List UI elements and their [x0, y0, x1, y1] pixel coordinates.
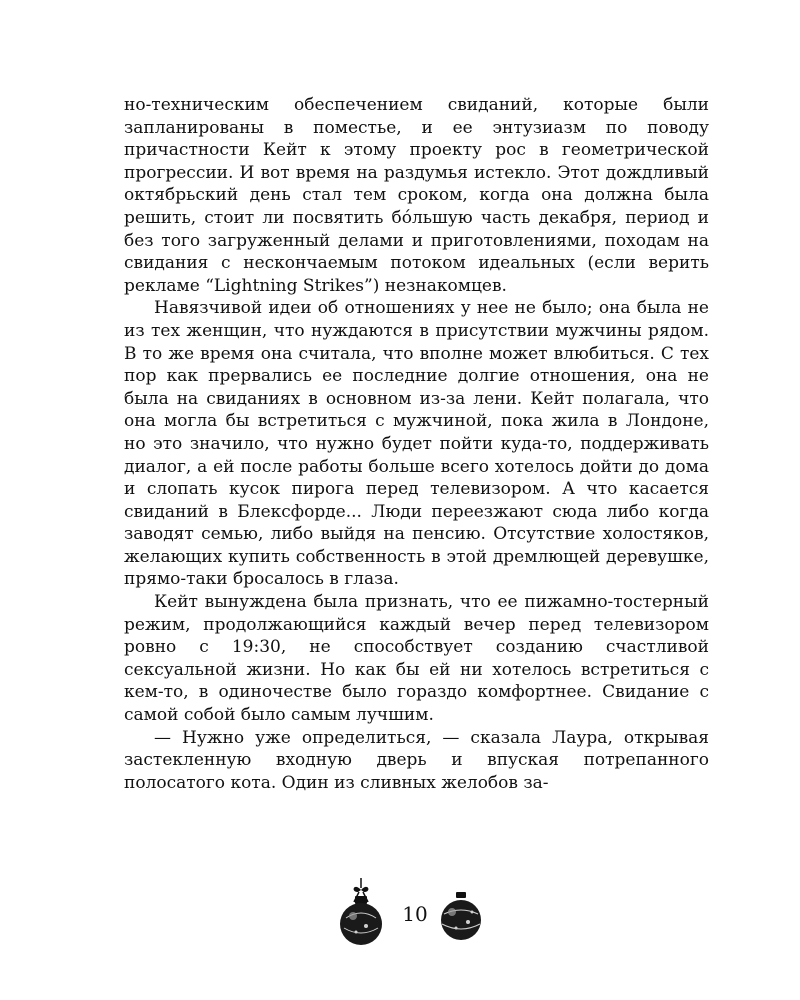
paragraph-3: Кейт вынуждена была признать, что ее пижамно-тостерный режим, продолжающийся каждый вечер перед телевизором ровно с 19:30, не способствует созданию счастливой сексуальной жизни. Но как бы ей ни хотелось встретиться с кем-то, в одиночестве было гораздо комфортнее. Свидание с самой собой было самым лучшим. — [124, 592, 709, 726]
page-body-text — [124, 94, 709, 794]
paragraph-2: Навязчивой идеи об отношениях у нее не было; она была не из тех женщин, что нуждаются в присутствии мужчины рядом. В то же время она считала, что вполне может влюбиться. С тех пор как прервались ее последние долгие отношения, она не была на свиданиях в основном из-за лени. Кейт полагала, что она могла бы встретиться с мужчиной, пока жила в Лондоне, но это значило, что нужно будет пойти куда-то, поддерживать диалог, а ей после работы больше всего хотелось дойти до дома и слопать кусок пирога перед телевизором. А что касается свиданий в Блексфорде... Люди переезжают сюда либо когда заводят семью, либо выйдя на пенсию. Отсутствие холостяков, желающих купить собственность в этой дремлющей деревушке, прямо-таки бросалось в глаза. — [124, 298, 709, 590]
christmas-bauble-icon — [336, 878, 386, 948]
paragraph-4: — Нужно уже определиться, — сказала Лаура, открывая застекленную входную дверь и впуская потрепанного полосатого кота. Один из сливных желобов за- — [124, 727, 709, 793]
page-footer — [0, 878, 800, 958]
page-number: 10 — [402, 902, 428, 926]
christmas-ball-icon — [438, 892, 484, 948]
paragraph-1: но-техническим обеспечением свиданий, которые были запланированы в поместье, и ее энтузиазм по поводу причастности Кейт к этому проекту рос в геометрической прогрессии. И вот время на раздумья истекло. Этот дождливый октябрьский день стал тем сроком, когда она должна была решить, стоит ли посвятить бóльшую часть декабря, период и без того загруженный делами и приготовлениями, походам на свидания с нескончаемым потоком идеальных (если верить рекламе “Lightning Strikes”) незнакомцев. — [124, 95, 709, 296]
